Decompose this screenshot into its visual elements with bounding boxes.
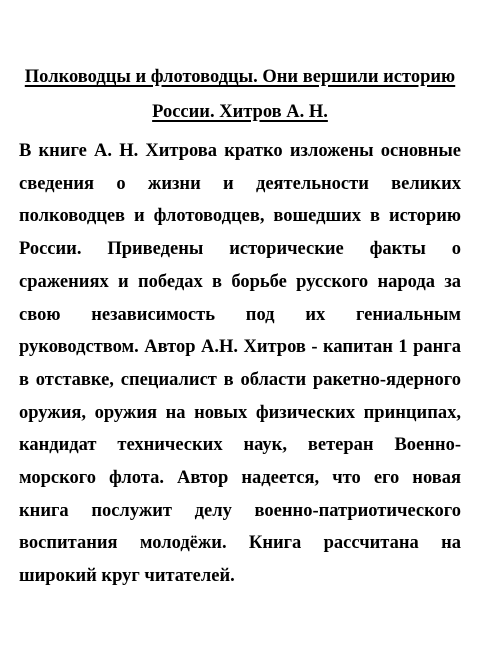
document-title: Полководцы и флотоводцы. Они вершили историю России. Хитров А. Н. [24,67,456,122]
document-body: В книге А. Н. Хитрова кратко изложены основные сведения о жизни и деятельности великих полководцев и флотоводцев, вошедших в историю России. Приведены исторические факты о сражениях и победах в борьбе русского народа за свою независимость под их гениальным руководством. Автор А.Н. Хитров - капитан 1 ранга в отставке, специалист в области ракетно-ядерного оружия, оружия на новых физических принципах, кандидат технических наук, ветеран Военно-морского флота. Автор надеется, что его новая книга послужит делу военно-патриотического воспитания молодёжи. Книга рассчитана на широкий круг читателей. [19,141,461,587]
